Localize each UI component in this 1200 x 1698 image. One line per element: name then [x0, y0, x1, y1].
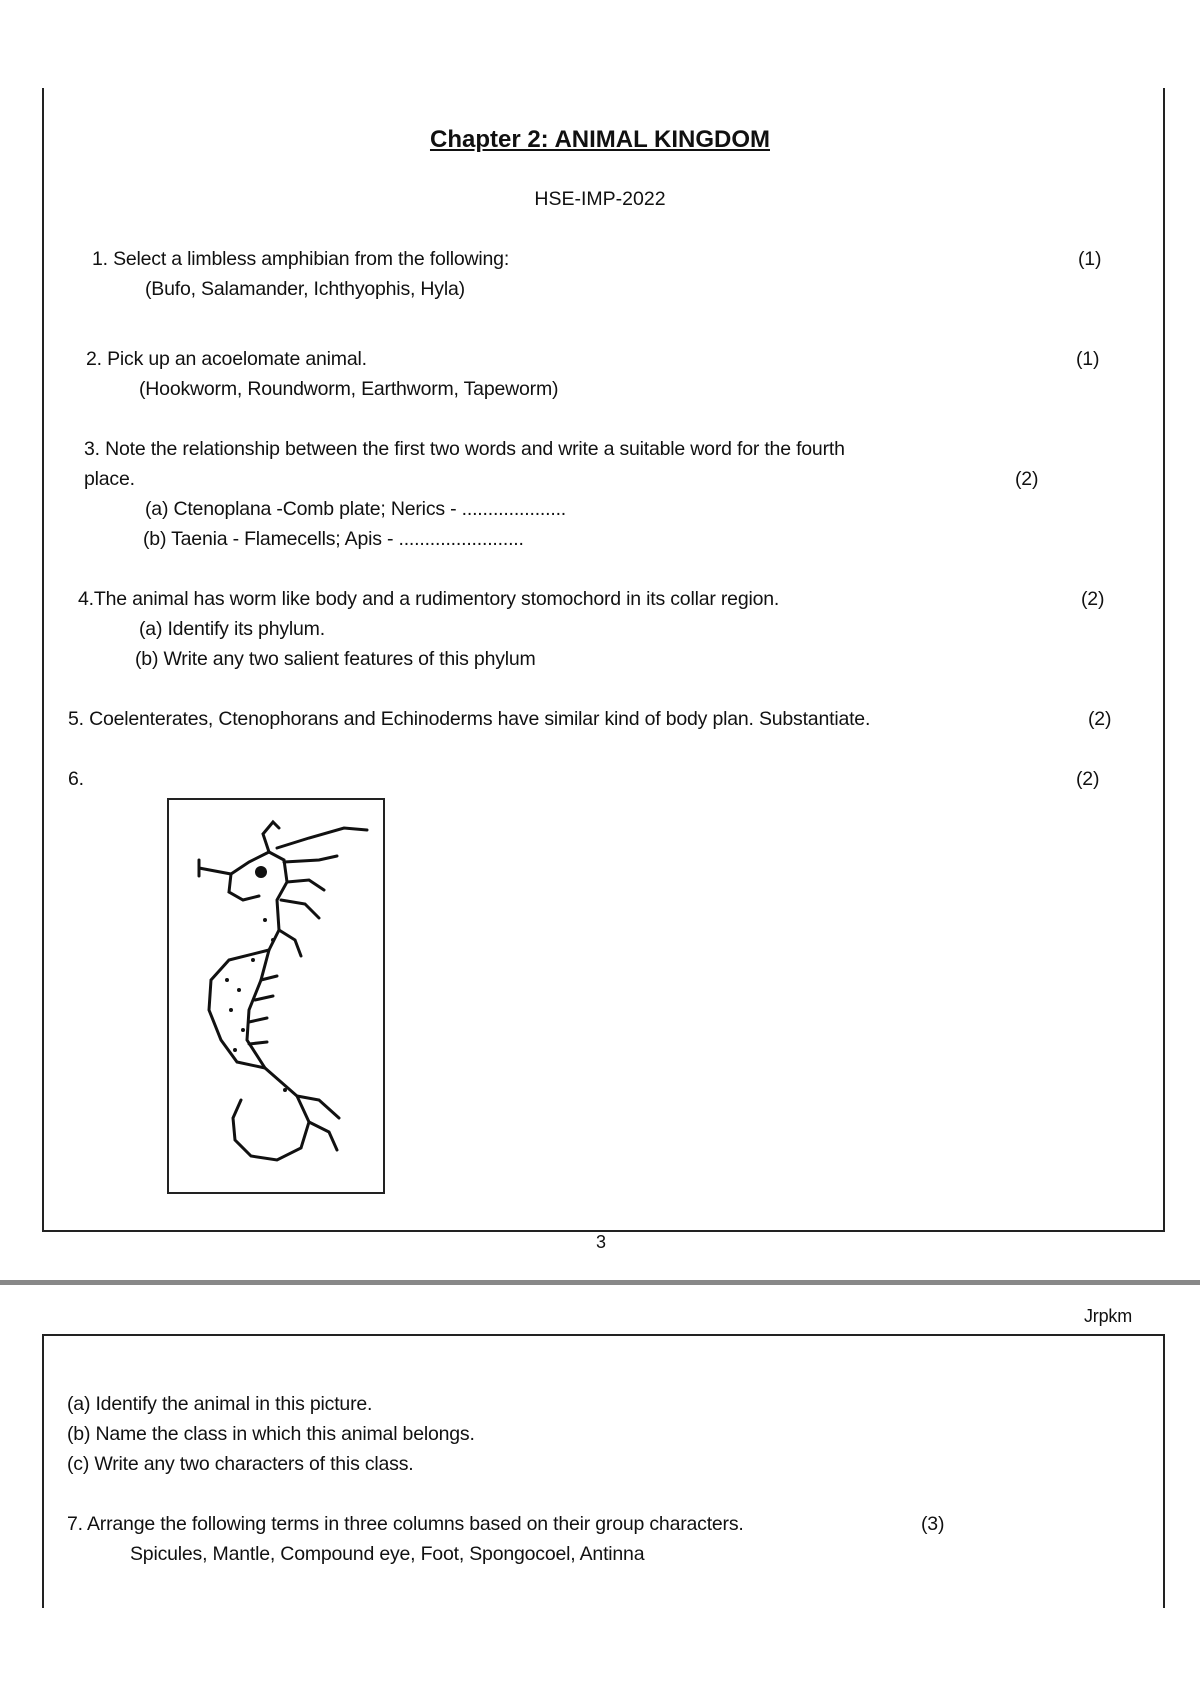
question-7-marks: (3) [921, 1513, 945, 1535]
page-title: Chapter 2: ANIMAL KINGDOM [429, 126, 770, 153]
question-3-continued: place. [84, 468, 135, 490]
page2-right-border [1163, 1334, 1165, 1608]
question-4: 4.The animal has worm like body and a rudimentory stomochord in its collar region. [78, 588, 780, 610]
question-5-marks: (2) [1088, 708, 1112, 730]
question-6-number: 6. [68, 768, 84, 790]
question-3-part-b: (b) Taenia - Flamecells; Apis - ........................ [143, 528, 524, 550]
page1-left-border [42, 88, 44, 1231]
question-2-options: (Hookworm, Roundworm, Earthworm, Tapeworm) [139, 378, 559, 400]
page-number: 3 [596, 1232, 606, 1252]
question-4-marks: (2) [1081, 588, 1105, 610]
question-6-part-b: (b) Name the class in which this animal belongs. [67, 1423, 475, 1445]
page-header-initials: Jrpkm [1084, 1306, 1132, 1326]
question-1: 1. Select a limbless amphibian from the following: [92, 248, 510, 270]
question-7: 7. Arrange the following terms in three columns based on their group characters. [67, 1513, 744, 1535]
question-6-part-c: (c) Write any two characters of this class. [67, 1453, 414, 1475]
seahorse-image [167, 798, 385, 1194]
page2-left-border [42, 1334, 44, 1608]
question-3-marks: (2) [1015, 468, 1039, 490]
page2-top-border [42, 1334, 1165, 1336]
question-6-marks: (2) [1076, 768, 1100, 790]
page-separator [0, 1280, 1200, 1285]
question-3-part-a: (a) Ctenoplana -Comb plate; Nerics - .................... [145, 498, 566, 520]
question-6-part-a: (a) Identify the animal in this picture. [67, 1393, 373, 1415]
question-5: 5. Coelenterates, Ctenophorans and Echinoderms have similar kind of body plan. Substantiate. [68, 708, 871, 730]
question-1-marks: (1) [1078, 248, 1102, 270]
question-1-options: (Bufo, Salamander, Ichthyophis, Hyla) [145, 278, 465, 300]
question-4-part-a: (a) Identify its phylum. [139, 618, 325, 640]
question-3: 3. Note the relationship between the first two words and write a suitable word for the fourth [84, 438, 845, 460]
question-7-terms: Spicules, Mantle, Compound eye, Foot, Spongocoel, Antinna [130, 1543, 645, 1565]
question-2-marks: (1) [1076, 348, 1100, 370]
exam-code: HSE-IMP-2022 [534, 188, 666, 210]
page1-right-border [1163, 88, 1165, 1231]
question-2: 2. Pick up an acoelomate animal. [86, 348, 367, 370]
question-4-part-b: (b) Write any two salient features of this phylum [135, 648, 536, 670]
